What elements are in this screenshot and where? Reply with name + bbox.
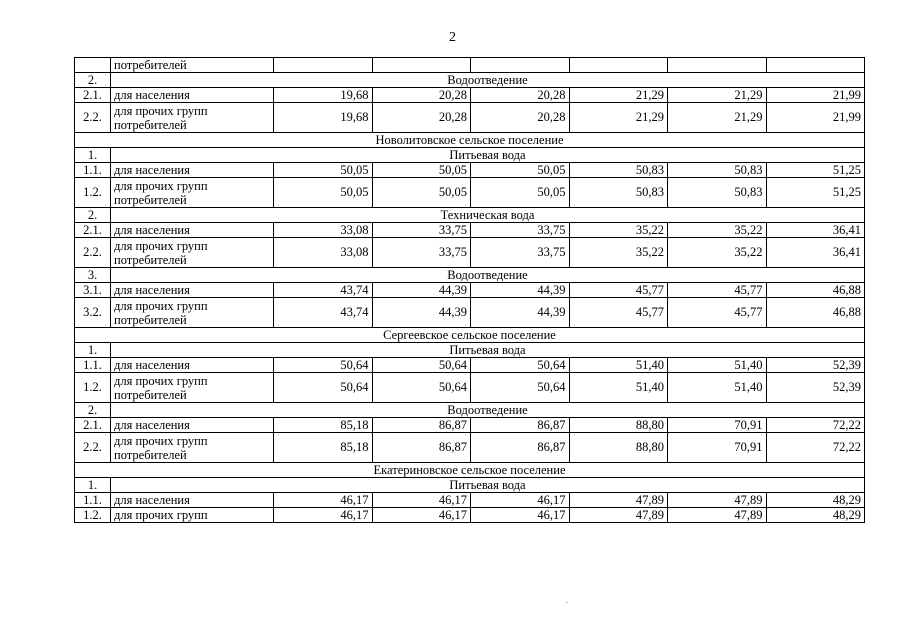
value-cell: 50,64	[274, 373, 373, 403]
settlement-title-cell: Сергеевское сельское поселение	[75, 328, 865, 343]
value-cell: 47,89	[569, 508, 668, 523]
value-cell: 86,87	[372, 433, 471, 463]
value-cell: 70,91	[668, 433, 767, 463]
value-cell: 45,77	[569, 283, 668, 298]
table-row	[75, 433, 865, 463]
value-cell: 21,99	[766, 103, 865, 133]
row-number-cell: 2.1.	[75, 418, 111, 433]
value-cell: 52,39	[766, 373, 865, 403]
value-cell: 46,17	[471, 508, 570, 523]
row-number-cell: 2.2.	[75, 433, 111, 463]
value-cell: 36,41	[766, 238, 865, 268]
value-cell: 46,17	[372, 493, 471, 508]
value-cell: 46,88	[766, 283, 865, 298]
value-cell	[569, 58, 668, 73]
row-number-cell: 2.1.	[75, 223, 111, 238]
section-number-cell: 2.	[75, 73, 111, 88]
value-cell: 20,28	[471, 88, 570, 103]
section-title-cell: Питьевая вода	[111, 343, 865, 358]
row-name-cell: для прочих групп потребителей	[111, 373, 274, 403]
value-cell: 35,22	[569, 223, 668, 238]
value-cell: 19,68	[274, 103, 373, 133]
value-cell: 50,64	[471, 358, 570, 373]
section-number-cell: 1.	[75, 343, 111, 358]
table-row	[75, 298, 865, 328]
row-number-cell	[75, 58, 111, 73]
row-number-cell: 2.2.	[75, 238, 111, 268]
value-cell: 86,87	[372, 418, 471, 433]
section-number-cell: 2.	[75, 403, 111, 418]
value-cell	[766, 58, 865, 73]
value-cell: 44,39	[372, 283, 471, 298]
section-row	[75, 478, 865, 493]
value-cell: 35,22	[569, 238, 668, 268]
table-row	[75, 238, 865, 268]
value-cell: 46,17	[274, 508, 373, 523]
table-row	[75, 358, 865, 373]
section-number-cell: 1.	[75, 148, 111, 163]
value-cell: 44,39	[372, 298, 471, 328]
table-row	[75, 58, 865, 73]
value-cell: 72,22	[766, 433, 865, 463]
section-row	[75, 148, 865, 163]
value-cell: 33,08	[274, 238, 373, 268]
section-row	[75, 73, 865, 88]
row-name-cell: для населения	[111, 358, 274, 373]
row-number-cell: 1.1.	[75, 163, 111, 178]
table-row	[75, 88, 865, 103]
table-row	[75, 373, 865, 403]
section-title-cell: Водоотведение	[111, 73, 865, 88]
table-row	[75, 103, 865, 133]
value-cell: 20,28	[471, 103, 570, 133]
value-cell: 33,75	[372, 238, 471, 268]
settlement-row	[75, 328, 865, 343]
value-cell: 51,25	[766, 178, 865, 208]
value-cell: 51,40	[668, 373, 767, 403]
value-cell: 85,18	[274, 418, 373, 433]
value-cell: 50,05	[372, 178, 471, 208]
settlement-title-cell: Екатериновское сельское поселение	[75, 463, 865, 478]
value-cell: 88,80	[569, 418, 668, 433]
row-name-cell: для прочих групп потребителей	[111, 238, 274, 268]
value-cell: 50,83	[569, 178, 668, 208]
table-row	[75, 163, 865, 178]
value-cell: 72,22	[766, 418, 865, 433]
value-cell: 35,22	[668, 238, 767, 268]
value-cell: 50,05	[274, 163, 373, 178]
value-cell: 50,64	[471, 373, 570, 403]
section-title-cell: Питьевая вода	[111, 148, 865, 163]
value-cell: 44,39	[471, 298, 570, 328]
row-number-cell: 3.1.	[75, 283, 111, 298]
value-cell	[372, 58, 471, 73]
value-cell: 48,29	[766, 493, 865, 508]
row-number-cell: 1.1.	[75, 358, 111, 373]
table-row	[75, 223, 865, 238]
value-cell: 86,87	[471, 433, 570, 463]
value-cell: 50,05	[471, 163, 570, 178]
value-cell: 47,89	[668, 493, 767, 508]
row-number-cell: 1.2.	[75, 508, 111, 523]
table-row	[75, 418, 865, 433]
table-row	[75, 508, 865, 523]
value-cell: 47,89	[569, 493, 668, 508]
section-number-cell: 2.	[75, 208, 111, 223]
tariff-table-body	[75, 58, 865, 523]
page-number: 2	[449, 30, 456, 45]
section-row	[75, 268, 865, 283]
row-number-cell: 3.2.	[75, 298, 111, 328]
row-number-cell: 1.2.	[75, 373, 111, 403]
value-cell: 51,25	[766, 163, 865, 178]
row-name-cell: для населения	[111, 163, 274, 178]
value-cell: 21,29	[668, 88, 767, 103]
value-cell: 70,91	[668, 418, 767, 433]
value-cell: 33,75	[471, 238, 570, 268]
table-row	[75, 493, 865, 508]
value-cell: 51,40	[569, 358, 668, 373]
value-cell: 21,29	[668, 103, 767, 133]
value-cell: 46,88	[766, 298, 865, 328]
table-row	[75, 283, 865, 298]
value-cell: 44,39	[471, 283, 570, 298]
value-cell: 47,89	[668, 508, 767, 523]
row-name-cell: для прочих групп потребителей	[111, 178, 274, 208]
row-name-cell: для населения	[111, 493, 274, 508]
row-name-cell: потребителей	[111, 58, 274, 73]
value-cell: 50,05	[274, 178, 373, 208]
section-title-cell: Водоотведение	[111, 403, 865, 418]
value-cell: 88,80	[569, 433, 668, 463]
row-number-cell: 2.2.	[75, 103, 111, 133]
value-cell: 33,75	[471, 223, 570, 238]
section-row	[75, 208, 865, 223]
value-cell: 36,41	[766, 223, 865, 238]
value-cell: 21,99	[766, 88, 865, 103]
value-cell: 46,17	[274, 493, 373, 508]
value-cell: 86,87	[471, 418, 570, 433]
value-cell: 43,74	[274, 283, 373, 298]
value-cell: 20,28	[372, 103, 471, 133]
value-cell: 51,40	[569, 373, 668, 403]
value-cell: 20,28	[372, 88, 471, 103]
value-cell: 35,22	[668, 223, 767, 238]
value-cell: 50,05	[471, 178, 570, 208]
row-name-cell: для прочих групп потребителей	[111, 103, 274, 133]
value-cell: 19,68	[274, 88, 373, 103]
row-name-cell: для прочих групп	[111, 508, 274, 523]
tariff-table	[74, 57, 865, 523]
value-cell: 52,39	[766, 358, 865, 373]
value-cell: 45,77	[668, 283, 767, 298]
section-title-cell: Водоотведение	[111, 268, 865, 283]
value-cell: 50,05	[372, 163, 471, 178]
row-name-cell: для населения	[111, 88, 274, 103]
value-cell: 46,17	[372, 508, 471, 523]
settlement-row	[75, 463, 865, 478]
row-name-cell: для населения	[111, 223, 274, 238]
value-cell: 51,40	[668, 358, 767, 373]
row-name-cell: для населения	[111, 283, 274, 298]
value-cell: 50,64	[274, 358, 373, 373]
value-cell: 45,77	[569, 298, 668, 328]
row-name-cell: для населения	[111, 418, 274, 433]
settlement-row	[75, 133, 865, 148]
row-number-cell: 2.1.	[75, 88, 111, 103]
value-cell	[471, 58, 570, 73]
row-name-cell: для прочих групп потребителей	[111, 298, 274, 328]
value-cell: 50,83	[668, 178, 767, 208]
value-cell: 46,17	[471, 493, 570, 508]
value-cell: 43,74	[274, 298, 373, 328]
value-cell: 21,29	[569, 88, 668, 103]
value-cell	[274, 58, 373, 73]
settlement-title-cell: Новолитовское сельское поселение	[75, 133, 865, 148]
value-cell: 21,29	[569, 103, 668, 133]
section-number-cell: 3.	[75, 268, 111, 283]
value-cell: 50,64	[372, 373, 471, 403]
section-number-cell: 1.	[75, 478, 111, 493]
section-title-cell: Питьевая вода	[111, 478, 865, 493]
value-cell: 85,18	[274, 433, 373, 463]
value-cell: 33,08	[274, 223, 373, 238]
row-name-cell: для прочих групп потребителей	[111, 433, 274, 463]
value-cell: 50,83	[569, 163, 668, 178]
value-cell: 50,83	[668, 163, 767, 178]
scan-speck	[566, 602, 568, 603]
section-row	[75, 403, 865, 418]
section-title-cell: Техническая вода	[111, 208, 865, 223]
row-number-cell: 1.1.	[75, 493, 111, 508]
section-row	[75, 343, 865, 358]
value-cell	[668, 58, 767, 73]
value-cell: 50,64	[372, 358, 471, 373]
value-cell: 48,29	[766, 508, 865, 523]
table-row	[75, 178, 865, 208]
value-cell: 45,77	[668, 298, 767, 328]
value-cell: 33,75	[372, 223, 471, 238]
row-number-cell: 1.2.	[75, 178, 111, 208]
